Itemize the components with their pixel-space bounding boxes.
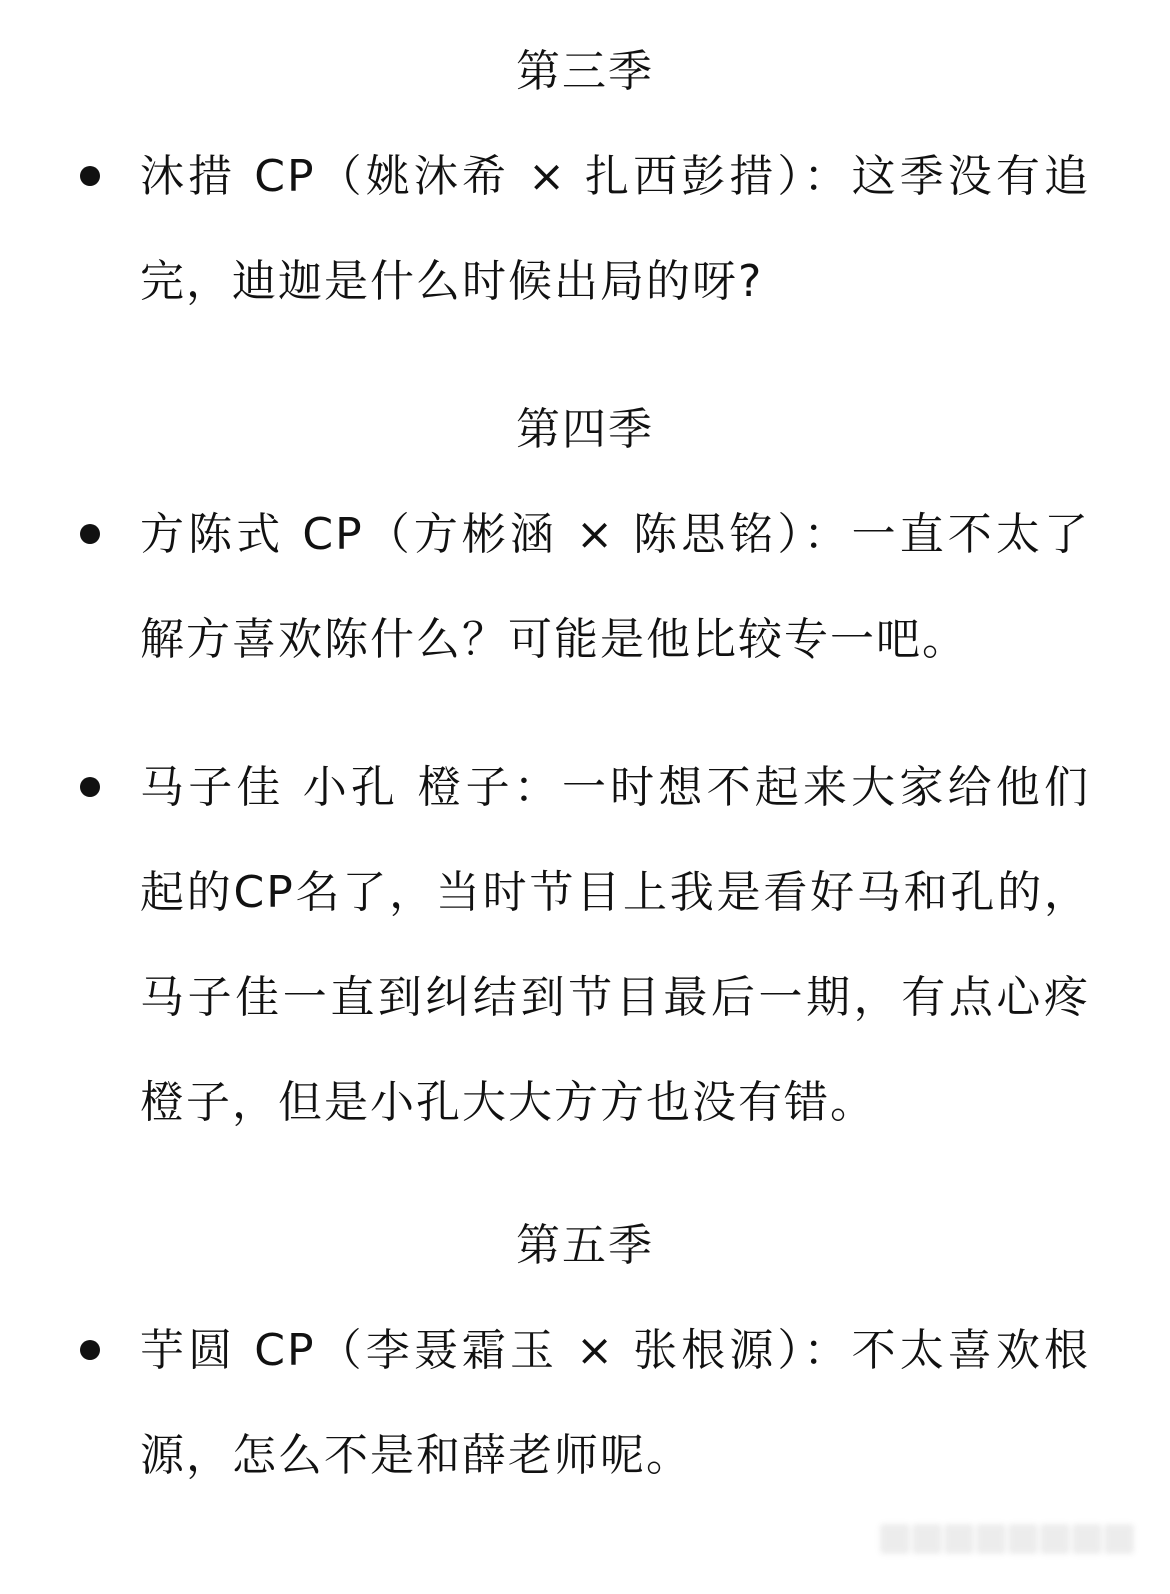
entry-text: 芋圆 CP（李聂霜玉 × 张根源）：不太喜欢根源，怎么不是和薛老师呢。 — [140, 1325, 1090, 1481]
bullet-dot-icon — [80, 777, 100, 797]
season-3-heading: 第三季 — [516, 46, 654, 97]
entry-text: 沐措 CP（姚沐希 × 扎西彭措）：这季没有追完，迪迦是什么时候出局的呀? — [140, 151, 1090, 307]
entry-text: 马子佳 小孔 橙子：一时想不起来大家给他们起的CP名了，当时节目上我是看好马和孔的，马子佳一直到纠结到节目最后一期，有点心疼橙子，但是小孔大大方方也没有错。 — [140, 762, 1090, 1128]
season-4-heading: 第四季 — [516, 404, 654, 455]
bullet-dot-icon — [80, 166, 100, 186]
bullet-dot-icon — [80, 524, 100, 544]
season-5-heading: 第五季 — [516, 1220, 654, 1271]
entry-text: 方陈式 CP（方彬涵 × 陈思铭）：一直不太了解方喜欢陈什么？可能是他比较专一吧。 — [140, 509, 1090, 665]
watermark-image — [880, 1524, 1142, 1562]
bullet-dot-icon — [80, 1340, 100, 1360]
